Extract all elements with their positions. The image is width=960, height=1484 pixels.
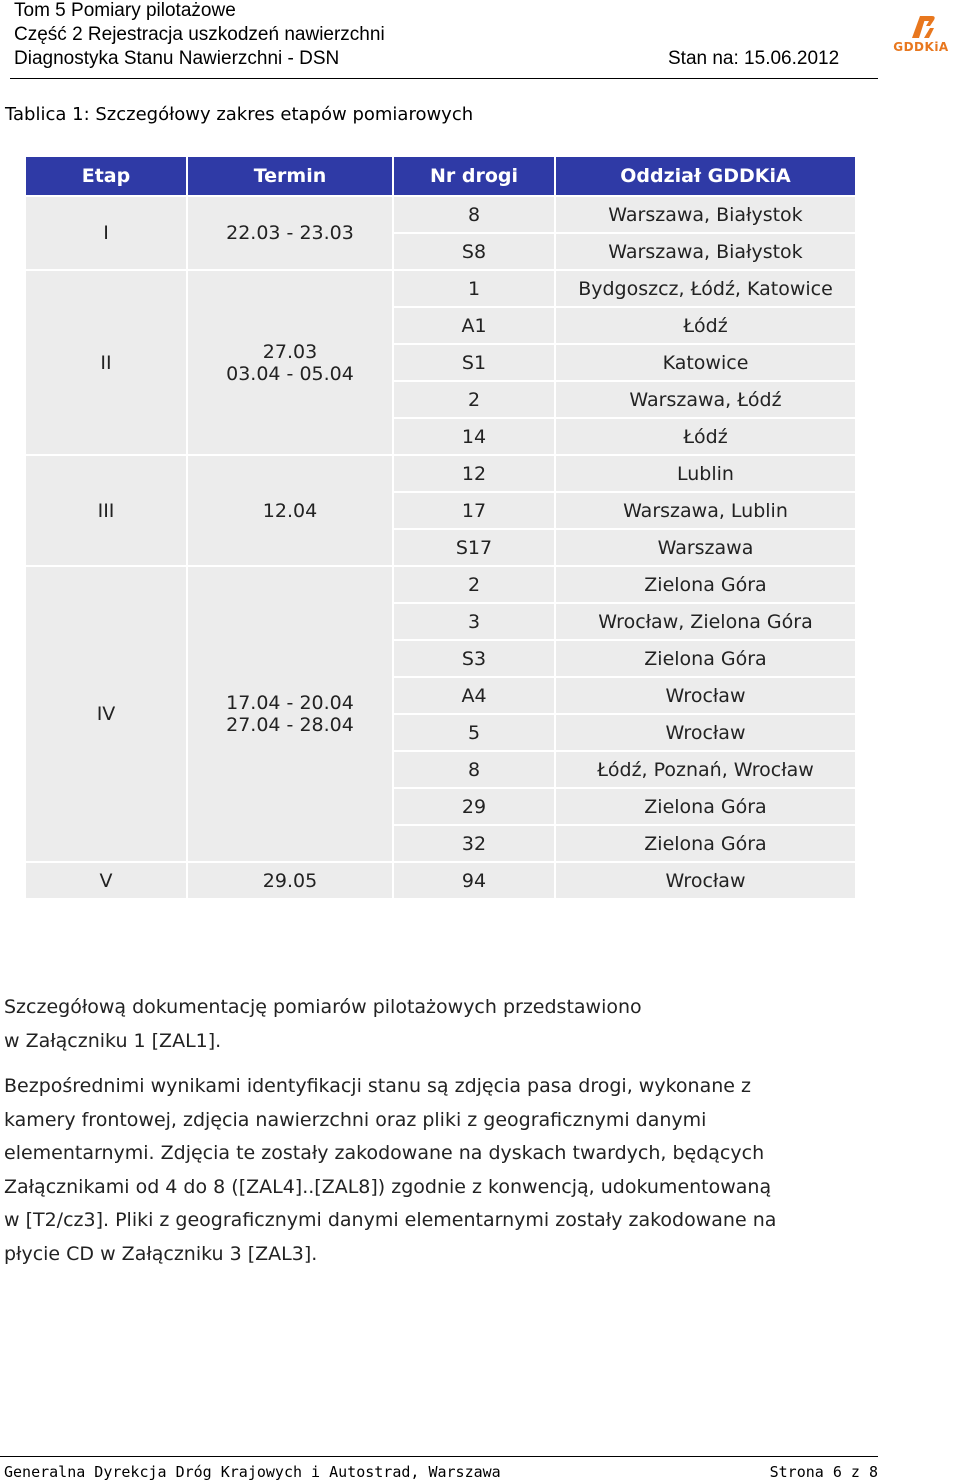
cell-nr-drogi: 8 [393, 751, 555, 788]
cell-nr-drogi: 2 [393, 381, 555, 418]
cell-oddzial: Katowice [555, 344, 856, 381]
table-row [25, 270, 856, 307]
termin-date: 27.04 - 28.04 [226, 714, 354, 736]
cell-oddzial: Bydgoszcz, Łódź, Katowice [555, 270, 856, 307]
cell-termin [187, 862, 393, 899]
cell-oddzial: Wrocław [555, 677, 856, 714]
table-row [25, 455, 856, 492]
header-subject: Diagnostyka Stanu Nawierzchni - DSN [14, 48, 340, 69]
footer-organization: Generalna Dyrekcja Dróg Krajowych i Autostrad, Warszawa [4, 1463, 501, 1481]
cell-termin [187, 566, 393, 862]
cell-oddzial: Łódź [555, 307, 856, 344]
cell-etap: III [25, 455, 187, 566]
cell-nr-drogi: 1 [393, 270, 555, 307]
cell-nr-drogi: S17 [393, 529, 555, 566]
cell-termin [187, 270, 393, 455]
cell-nr-drogi: 5 [393, 714, 555, 751]
cell-nr-drogi: 94 [393, 862, 555, 899]
cell-oddzial: Lublin [555, 455, 856, 492]
cell-oddzial: Wrocław [555, 714, 856, 751]
cell-nr-drogi: A1 [393, 307, 555, 344]
table-row [25, 196, 856, 233]
cell-nr-drogi: 8 [393, 196, 555, 233]
cell-etap: I [25, 196, 187, 270]
cell-nr-drogi: S8 [393, 233, 555, 270]
cell-etap: IV [25, 566, 187, 862]
cell-oddzial: Warszawa, Łódź [555, 381, 856, 418]
cell-nr-drogi: 12 [393, 455, 555, 492]
termin-date: 17.04 - 20.04 [226, 692, 354, 714]
table-caption: Tablica 1: Szczegółowy zakres etapów pomiarowych [5, 104, 474, 125]
cell-termin [187, 455, 393, 566]
cell-oddzial: Łódź, Poznań, Wrocław [555, 751, 856, 788]
header-etap: Etap [25, 156, 187, 196]
header-nr-drogi: Nr drogi [393, 156, 555, 196]
table-row [25, 862, 856, 899]
cell-oddzial: Zielona Góra [555, 788, 856, 825]
cell-termin [187, 196, 393, 270]
table-header-row [25, 156, 856, 196]
cell-nr-drogi: 29 [393, 788, 555, 825]
termin-date: 22.03 - 23.03 [226, 222, 354, 244]
cell-oddzial: Wrocław, Zielona Góra [555, 603, 856, 640]
header-termin: Termin [187, 156, 393, 196]
cell-nr-drogi: 14 [393, 418, 555, 455]
termin-date: 27.03 [262, 340, 318, 363]
table-row [25, 566, 856, 603]
termin-date: 03.04 - 05.04 [226, 362, 354, 385]
cell-nr-drogi: S1 [393, 344, 555, 381]
header-part: Część 2 Rejestracja uszkodzeń nawierzchni [14, 24, 385, 45]
cell-oddzial: Łódź [555, 418, 856, 455]
cell-oddzial: Zielona Góra [555, 825, 856, 862]
page-header [10, 0, 878, 79]
cell-oddzial: Warszawa, Białystok [555, 196, 856, 233]
header-date: Stan na: 15.06.2012 [668, 48, 840, 69]
paragraph-results: Bezpośrednimi wynikami identyfikacji stanu są zdjęcia pasa drogi, wykonane z kamery frontowej, zdjęcia nawierzchni oraz pliki z geograficznymi danymi elementarnymi. Zdjęcia te zostały zakodowane na dyskach twardych, będących Załącznikami od 4 do 8 ([ZAL4]..[ZAL8]) zgodnie z konwencją, udokumentowaną w [T2/cz3]. Pliki z geograficznymi danymi elementarnymi zostały zakodowane na płycie CD w Załączniku 3 [ZAL3]. [4, 1075, 777, 1265]
cell-oddzial: Zielona Góra [555, 566, 856, 603]
header-volume: Tom 5 Pomiary pilotażowe [14, 0, 236, 21]
gddkia-logo [886, 12, 956, 62]
cell-nr-drogi: 2 [393, 566, 555, 603]
cell-etap: II [25, 270, 187, 455]
cell-oddzial: Wrocław [555, 862, 856, 899]
measurement-stages-table [24, 155, 857, 900]
footer-page-number: Strona 6 z 8 [769, 1463, 878, 1481]
cell-nr-drogi: 17 [393, 492, 555, 529]
header-oddzial: Oddział GDDKiA [555, 156, 856, 196]
termin-date: 12.04 [262, 499, 318, 522]
page-footer [0, 1456, 878, 1481]
cell-nr-drogi: S3 [393, 640, 555, 677]
cell-nr-drogi: 3 [393, 603, 555, 640]
cell-etap: V [25, 862, 187, 899]
road-logo-icon [886, 12, 956, 40]
logo-text: GDDKiA [893, 40, 949, 54]
cell-oddzial: Warszawa, Białystok [555, 233, 856, 270]
cell-nr-drogi: A4 [393, 677, 555, 714]
cell-oddzial: Warszawa, Lublin [555, 492, 856, 529]
paragraph-documentation: Szczegółową dokumentację pomiarów pilotażowych przedstawiono w Załączniku 1 [ZAL1]. [4, 996, 642, 1052]
termin-date: 29.05 [262, 869, 318, 892]
cell-oddzial: Warszawa [555, 529, 856, 566]
cell-oddzial: Zielona Góra [555, 640, 856, 677]
cell-nr-drogi: 32 [393, 825, 555, 862]
